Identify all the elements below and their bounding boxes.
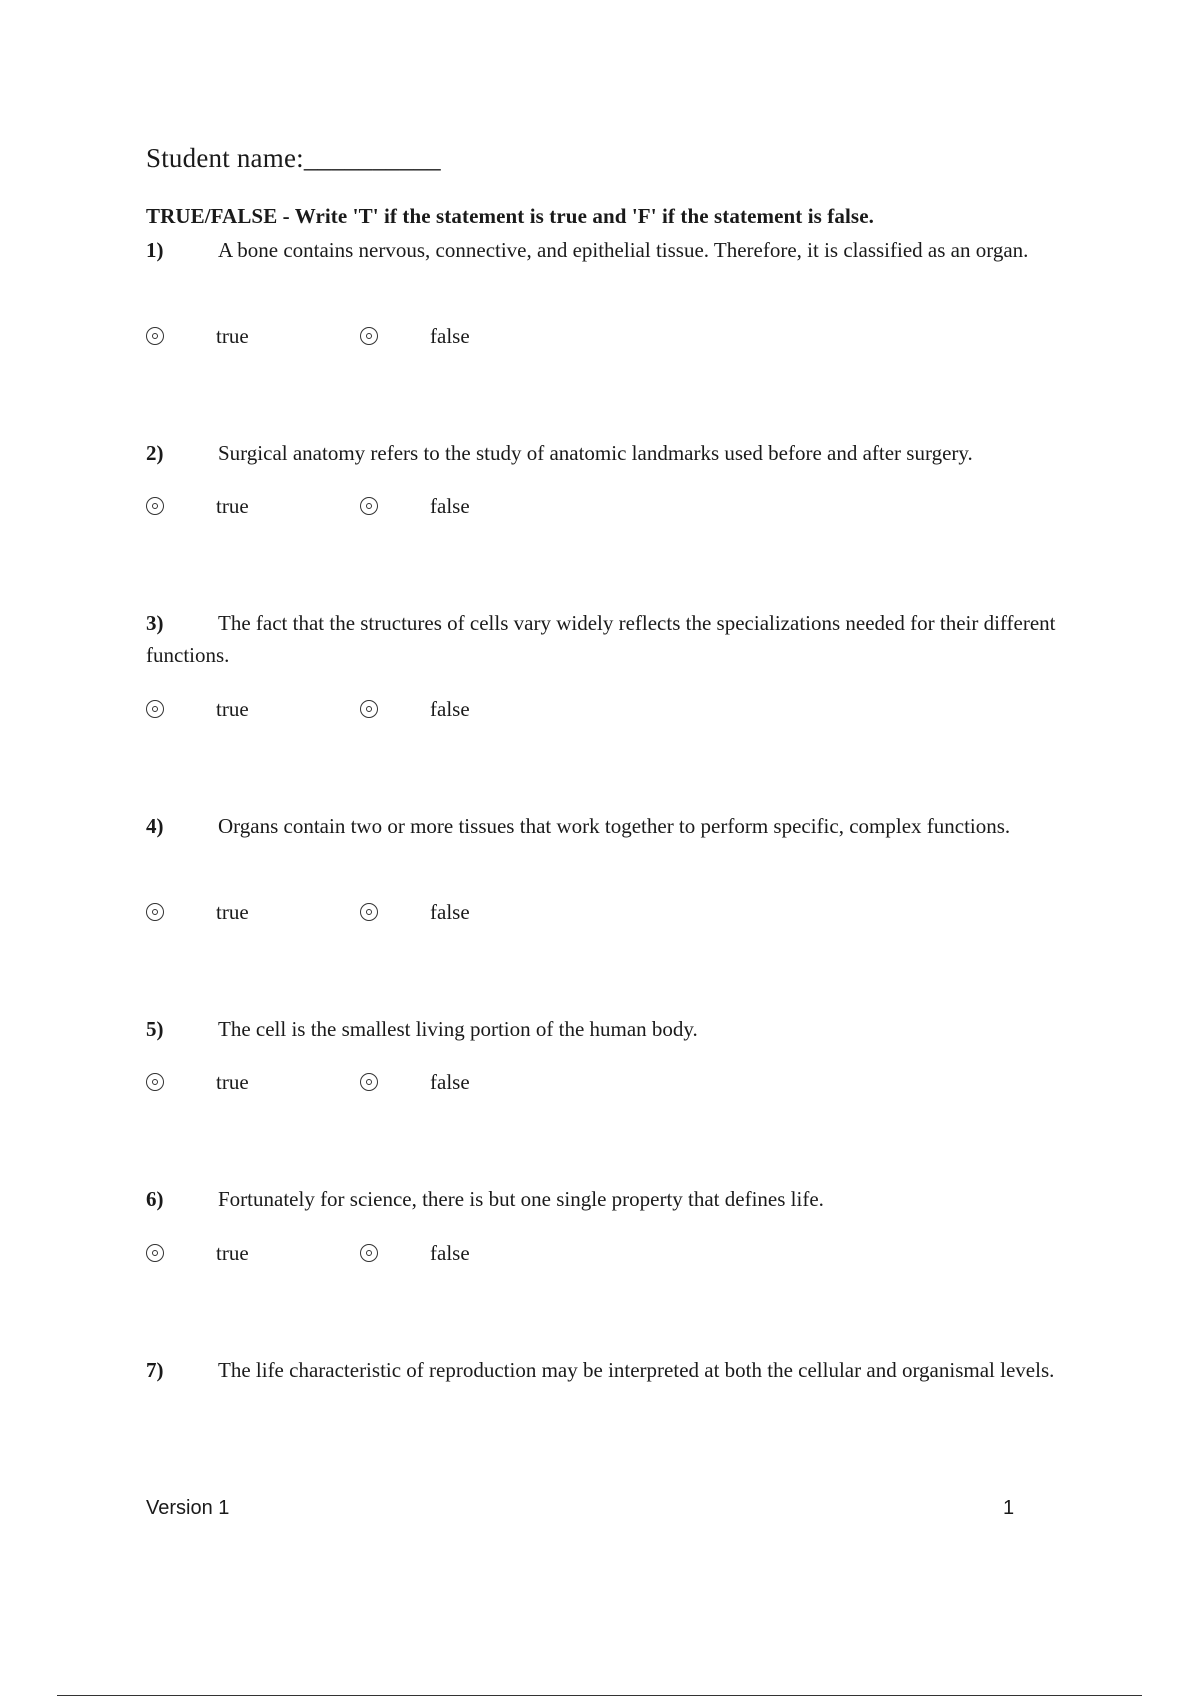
q3-true-option[interactable] xyxy=(146,694,249,724)
q5-false-option[interactable] xyxy=(360,1067,470,1097)
question-text: Surgical anatomy refers to the study of anatomic landmarks used before and after surgery. xyxy=(218,441,973,465)
false-label: false xyxy=(430,323,470,348)
radio-button-icon[interactable] xyxy=(146,327,164,345)
question-text: Organs contain two or more tissues that work together to perform specific, complex functions. xyxy=(218,814,1011,838)
question-text: The cell is the smallest living portion of the human body. xyxy=(218,1017,698,1041)
student-name-label: Student name:__________ xyxy=(146,143,441,173)
radio-button-icon[interactable] xyxy=(146,700,164,718)
question-5-options xyxy=(146,1067,646,1097)
radio-button-icon[interactable] xyxy=(360,1244,378,1262)
q5-true-option[interactable] xyxy=(146,1067,249,1097)
radio-button-icon[interactable] xyxy=(146,497,164,515)
question-4-options xyxy=(146,897,646,927)
true-label: true xyxy=(216,1240,249,1265)
question-3 xyxy=(146,607,1096,671)
radio-button-icon[interactable] xyxy=(146,1244,164,1262)
false-label: false xyxy=(430,1240,470,1265)
question-2-options xyxy=(146,491,646,521)
question-text: The life characteristic of reproduction may be interpreted at both the cellular and organismal levels. xyxy=(218,1358,1055,1382)
q4-true-option[interactable] xyxy=(146,897,249,927)
question-5 xyxy=(146,1013,1096,1045)
question-text: A bone contains nervous, connective, and epithelial tissue. Therefore, it is classified as an organ. xyxy=(218,238,1029,262)
question-6 xyxy=(146,1183,1096,1215)
question-number: 2) xyxy=(146,441,164,465)
false-label: false xyxy=(430,1069,470,1094)
q1-true-option[interactable] xyxy=(146,321,249,351)
page-divider xyxy=(57,1695,1142,1696)
radio-button-icon[interactable] xyxy=(360,497,378,515)
q1-false-option[interactable] xyxy=(360,321,470,351)
q6-false-option[interactable] xyxy=(360,1238,470,1268)
question-2 xyxy=(146,437,1096,469)
instructions-heading: TRUE/FALSE - Write 'T' if the statement is true and 'F' if the statement is false. xyxy=(146,204,874,228)
radio-button-icon[interactable] xyxy=(146,903,164,921)
radio-button-icon[interactable] xyxy=(360,903,378,921)
question-4 xyxy=(146,810,1096,842)
question-number: 4) xyxy=(146,814,164,838)
true-label: true xyxy=(216,696,249,721)
radio-button-icon[interactable] xyxy=(360,700,378,718)
question-number: 5) xyxy=(146,1017,164,1041)
question-text: Fortunately for science, there is but one single property that defines life. xyxy=(218,1187,824,1211)
question-6-options xyxy=(146,1238,646,1268)
footer-version: Version 1 xyxy=(146,1497,230,1519)
q3-false-option[interactable] xyxy=(360,694,470,724)
question-1 xyxy=(146,234,1096,266)
question-number: 3) xyxy=(146,611,164,635)
q4-false-option[interactable] xyxy=(360,897,470,927)
true-label: true xyxy=(216,323,249,348)
q2-false-option[interactable] xyxy=(360,491,470,521)
question-number: 1) xyxy=(146,238,164,262)
question-text: The fact that the structures of cells vary widely reflects the specializations needed for their different functions. xyxy=(146,611,1056,667)
radio-button-icon[interactable] xyxy=(360,1073,378,1091)
question-number: 7) xyxy=(146,1358,164,1382)
question-3-options xyxy=(146,694,646,724)
true-label: true xyxy=(216,1069,249,1094)
q2-true-option[interactable] xyxy=(146,491,249,521)
question-number: 6) xyxy=(146,1187,164,1211)
false-label: false xyxy=(430,696,470,721)
radio-button-icon[interactable] xyxy=(360,327,378,345)
question-7 xyxy=(146,1354,1096,1386)
true-label: true xyxy=(216,899,249,924)
false-label: false xyxy=(430,493,470,518)
false-label: false xyxy=(430,899,470,924)
q6-true-option[interactable] xyxy=(146,1238,249,1268)
radio-button-icon[interactable] xyxy=(146,1073,164,1091)
footer-page-number: 1 xyxy=(1003,1497,1015,1519)
true-label: true xyxy=(216,493,249,518)
question-1-options xyxy=(146,321,646,351)
